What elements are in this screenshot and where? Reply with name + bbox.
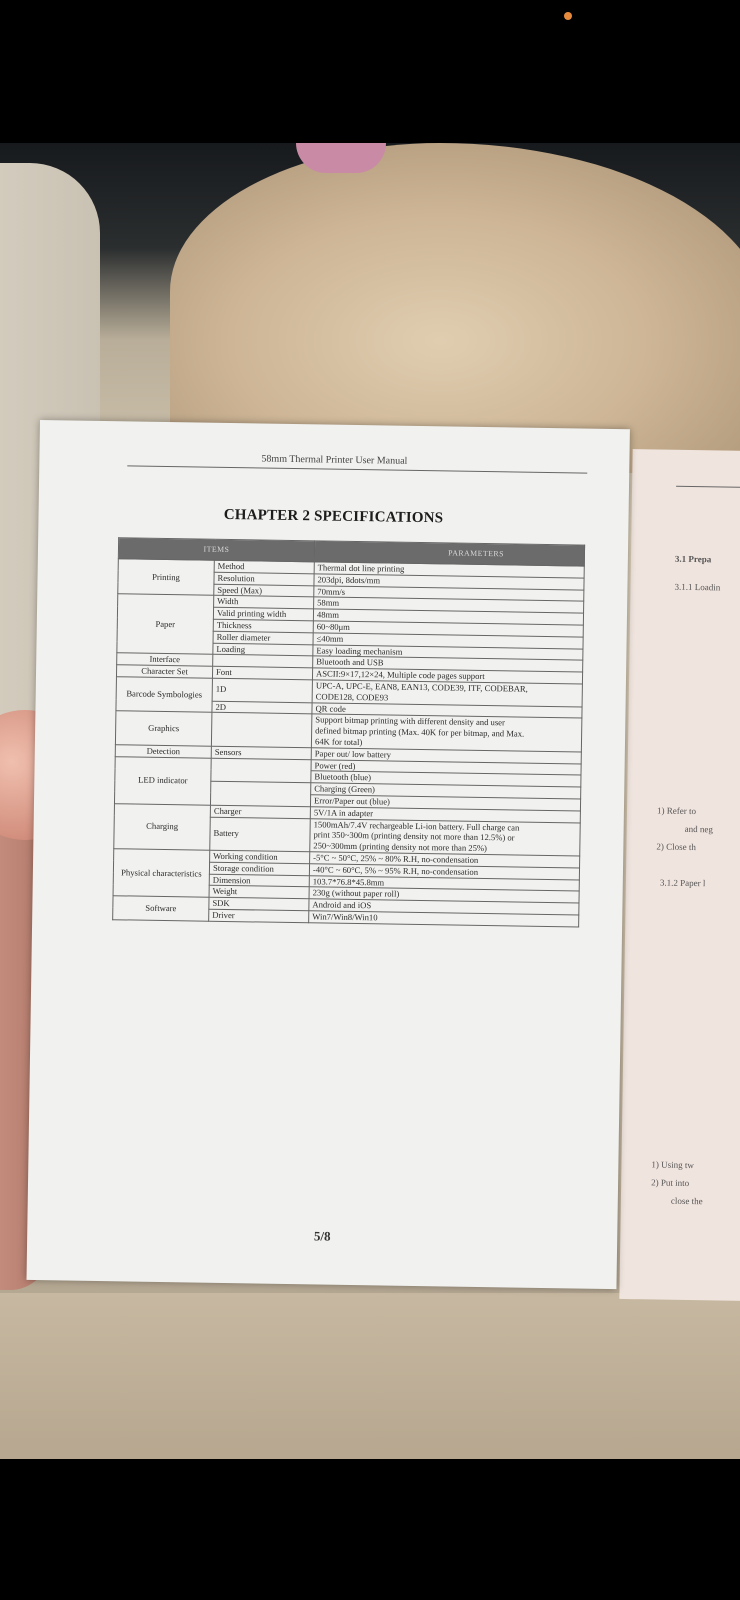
adjacent-page — [619, 449, 740, 1301]
item-cell: Thickness — [213, 619, 313, 632]
item-cell: Loading — [213, 643, 313, 656]
item-cell: Width — [214, 596, 314, 609]
item-cell: Font — [212, 666, 312, 679]
chapter-title: CHAPTER 2 SPECIFICATIONS — [223, 506, 444, 527]
column-header-parameters: PARAMETERS — [314, 541, 584, 566]
category-cell: Detection — [115, 744, 211, 757]
status-indicator-dot — [564, 12, 572, 20]
value-cell: Bluetooth and USB — [313, 656, 583, 672]
item-cell: SDK — [209, 897, 309, 910]
item-cell: Speed (Max) — [214, 584, 314, 597]
value-cell: 203dpi, 8dots/mm — [314, 574, 584, 590]
next-page-line: 1) Refer to — [656, 805, 697, 817]
category-cell: Printing — [118, 559, 215, 596]
item-cell: Sensors — [211, 746, 311, 759]
item-cell: Resolution — [214, 572, 314, 585]
item-cell: Dimension — [209, 874, 309, 887]
item-cell: Weight — [209, 886, 309, 899]
value-cell: QR code — [312, 702, 582, 718]
next-page-line: 3.1.1 Loadin — [674, 581, 721, 593]
value-cell: ≤40mm — [313, 633, 583, 649]
item-cell: 2D — [212, 701, 312, 714]
category-cell: Paper — [117, 594, 214, 654]
category-cell: Software — [113, 896, 209, 921]
category-cell: Physical characteristics — [113, 849, 210, 898]
next-page-line: 1) Using tw — [651, 1159, 695, 1171]
value-cell: Android and iOS — [309, 899, 579, 915]
item-cell: Driver — [209, 909, 309, 922]
value-line: print 350~300m (printing density not more than 12.5%) or — [313, 829, 515, 843]
category-cell: Charging — [114, 803, 211, 850]
value-cell: -5°C ~ 50°C, 25% ~ 80% R.H, no-condensation — [310, 852, 580, 868]
value-cell: Easy loading mechanism — [313, 644, 583, 660]
value-line: CODE128, CODE93 — [315, 691, 389, 703]
next-page-line: and neg — [684, 823, 714, 835]
next-page-line: 2) Put into — [651, 1177, 690, 1189]
value-line: defined bitmap printing (Max. 40K for per bitmap, and Max. — [315, 725, 525, 739]
value-cell: ASCII:9×17,12×24, Multiple code pages support — [312, 668, 582, 684]
value-cell: 230g (without paper roll) — [309, 887, 579, 903]
column-header-items: ITEMS — [118, 538, 314, 562]
item-cell: Storage condition — [209, 862, 309, 875]
value-cell: 60~80μm — [313, 621, 583, 637]
next-page-line: close the — [670, 1195, 703, 1207]
category-cell: Barcode Symbologies — [116, 677, 213, 713]
item-cell — [211, 758, 311, 783]
next-page-rule — [676, 486, 740, 488]
value-cell: Charging (Green) — [311, 783, 581, 799]
item-cell: Charger — [210, 805, 310, 818]
value-cell: Bluetooth (blue) — [311, 771, 581, 787]
value-cell: 5V/1A in adapter — [310, 807, 580, 823]
value-line: 1500mAh/7.4V rechargeable Li-ion battery. Full charge can — [313, 818, 520, 833]
page-number: 5/8 — [313, 1228, 331, 1244]
value-cell: Thermal dot line printing — [314, 562, 584, 578]
value-cell — [310, 818, 580, 856]
value-line: UPC-A, UPC-E, EAN8, EAN13, CODE39, ITF, CODEBAR, — [315, 680, 528, 694]
value-cell: Paper out/ low battery — [311, 748, 581, 764]
item-cell — [210, 781, 310, 806]
value-line: 250~300mm (printing density not more than 25%) — [313, 840, 488, 854]
value-line: 64K for total) — [314, 736, 363, 748]
manual-page — [26, 420, 629, 1289]
value-cell: Power (red) — [311, 759, 581, 775]
item-cell — [211, 713, 312, 748]
running-head: 58mm Thermal Printer User Manual — [261, 453, 408, 467]
item-cell: Roller diameter — [213, 631, 313, 644]
category-cell: Interface — [117, 653, 213, 666]
value-cell: Win7/Win8/Win10 — [309, 911, 579, 927]
fabric-lap — [0, 1293, 740, 1459]
value-cell — [311, 714, 581, 752]
value-cell: Error/Paper out (blue) — [310, 795, 580, 811]
next-page-heading: 3.1 Prepa — [674, 553, 712, 565]
specifications-table — [112, 537, 585, 927]
item-cell: Working condition — [210, 850, 310, 863]
category-cell: Character Set — [116, 665, 212, 678]
next-page-line: 3.1.2 Paper l — [659, 877, 706, 889]
item-cell: Method — [214, 560, 314, 573]
value-line: Support bitmap printing with different density and user — [315, 714, 505, 728]
value-cell: 103.7*76.8*45.8mm — [309, 875, 579, 891]
item-cell: 1D — [212, 678, 312, 702]
item-cell: Valid printing width — [213, 607, 313, 620]
value-cell: 58mm — [314, 597, 584, 613]
value-cell: 48mm — [313, 609, 583, 625]
value-cell: -40°C ~ 60°C, 5% ~ 95% R.H, no-condensation — [309, 864, 579, 880]
category-cell: LED indicator — [114, 756, 211, 805]
next-page-line: 2) Close th — [656, 841, 697, 853]
value-cell: 70mm/s — [314, 585, 584, 601]
item-cell: Battery — [210, 817, 311, 852]
category-cell: Graphics — [115, 711, 212, 746]
